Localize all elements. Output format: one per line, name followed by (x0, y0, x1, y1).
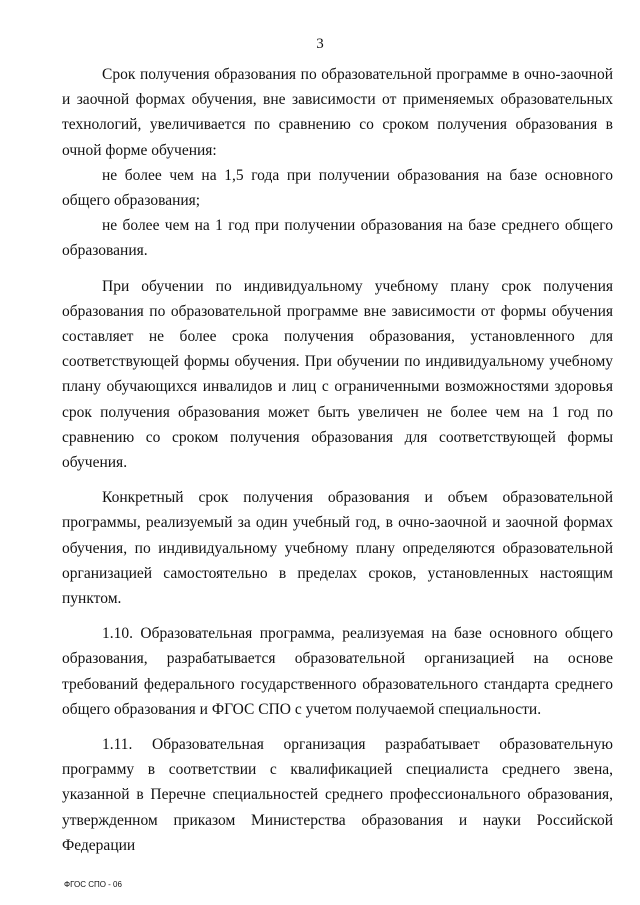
paragraph-term-extension: Срок получения образования по образовательной программе в очно-заочной и заочной формах обучения, вне зависимости от применяемых образовательных технологий, увеличивается по сравнению со сроком получения образования в очной форме обучения: (62, 66, 613, 159)
document-footer: ФГОС СПО - 06 (64, 880, 122, 889)
paragraph-basic-general: не более чем на 1,5 года при получении образования на базе основного общего образования; (62, 166, 613, 210)
paragraph-specific-term: Конкретный срок получения образования и объем образовательной программы, реализуемый за один учебный год, в очно-заочной и заочной формах обучения, по индивидуальному учебному плану определяются образовательной организацией самостоятельно в пределах сроков, установленных настоящим пунктом. (62, 489, 613, 608)
paragraph-secondary-general: не более чем на 1 год при получении образования на базе среднего общего образования. (62, 217, 613, 260)
paragraph-section-1-10: 1.10. Образовательная программа, реализуемая на базе основного общего образования, разрабатывается образовательной организацией на основе требований федерального государственного образовательного стандарта среднего общего образования и ФГОС СПО с учетом получаемой специальности. (62, 625, 613, 718)
document-body (62, 62, 613, 858)
paragraph-section-1-11: 1.11. Образовательная организация разрабатывает образовательную программу в соответствии с квалификацией специалиста среднего звена, указанной в Перечне специальностей среднего профессионального образования, утвержденном приказом Министерства образования и науки Российской Федерации (62, 736, 613, 854)
paragraph-individual-plan: При обучении по индивидуальному учебному плану срок получения образования по образовательной программе вне зависимости от формы обучения составляет не более срока получения образования, установленного для соответствующей формы обучения. При обучении по индивидуальному учебному плану обучающихся инвалидов и лиц с ограниченными возможностями здоровья срок получения образования может быть увеличен не более чем на 1 год по сравнению со сроком получения образования для соответствующей формы обучения. (62, 277, 613, 472)
page-number: 3 (316, 36, 324, 52)
